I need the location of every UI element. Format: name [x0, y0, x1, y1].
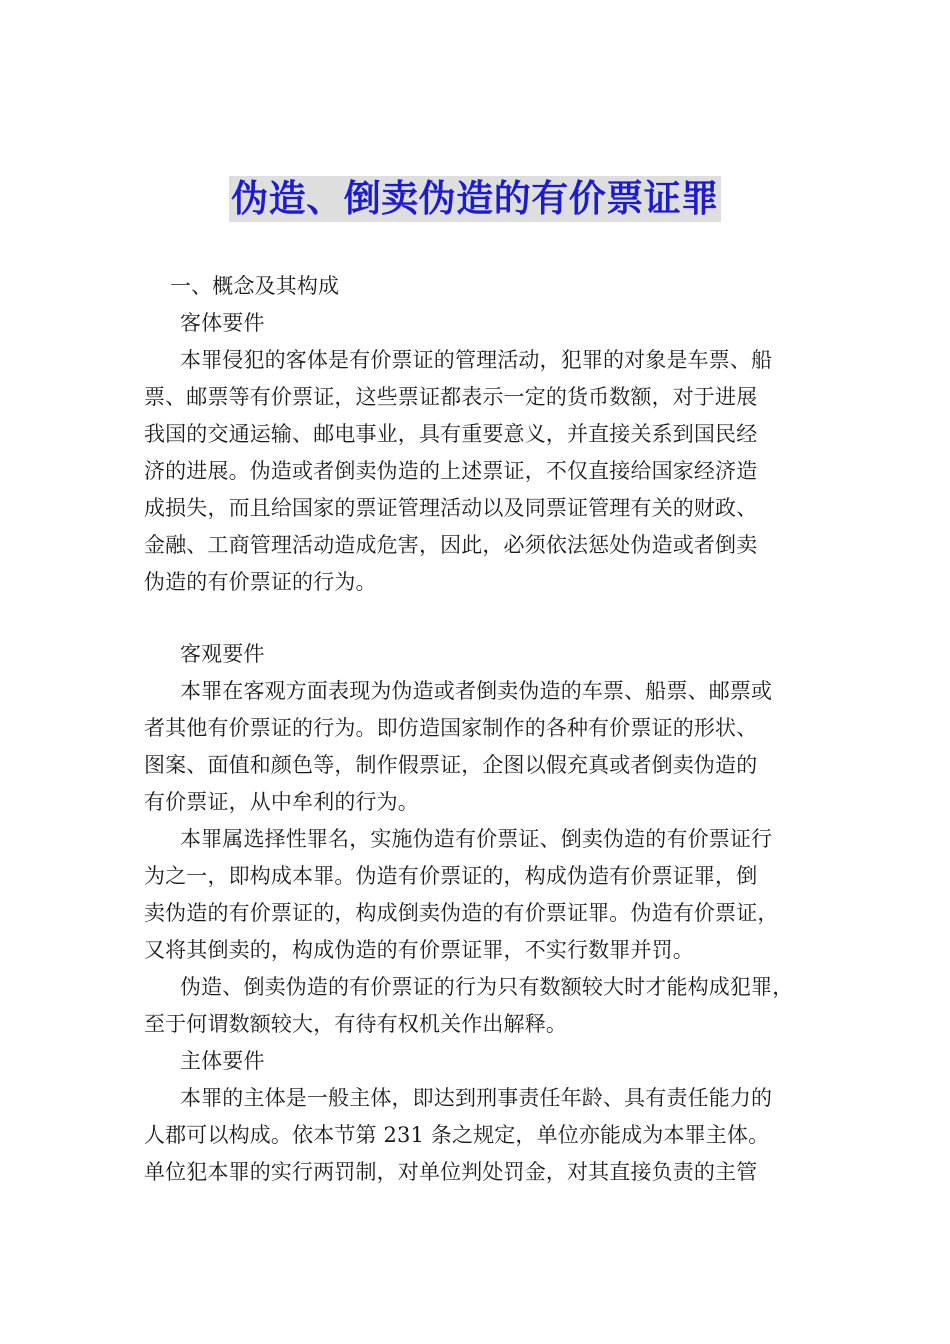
- paragraph-line: 又将其倒卖的，构成伪造的有价票证罪，不实行数罪并罚。: [144, 938, 694, 962]
- paragraph-line: 我国的交通运输、邮电事业，具有重要意义，并直接关系到国民经: [144, 422, 758, 446]
- paragraph-objective-2: [144, 821, 812, 969]
- paragraph-line: 本罪的主体是一般主体，即达到刑事责任年龄、具有责任能力的: [180, 1086, 773, 1110]
- title-container: [0, 176, 950, 222]
- paragraph-line: 至于何谓数额较大，有待有权机关作出解释。: [144, 1012, 567, 1036]
- paragraph-line: 票、邮票等有价票证，这些票证都表示一定的货币数额，对于进展: [144, 385, 758, 409]
- paragraph-line: 为之一，即构成本罪。伪造有价票证的，构成伪造有价票证罪，倒: [144, 864, 758, 888]
- paragraph-subject: [144, 1080, 812, 1191]
- paragraph-objective-1: [144, 673, 812, 821]
- subheading-subject: 主体要件: [180, 1049, 265, 1073]
- paragraph-line: 本罪属选择性罪名，实施伪造有价票证、倒卖伪造的有价票证行: [180, 827, 773, 851]
- paragraph-line: 本罪在客观方面表现为伪造或者倒卖伪造的车票、船票、邮票或: [180, 679, 773, 703]
- subheading-object: 客体要件: [180, 311, 265, 335]
- paragraph-line: 伪造、倒卖伪造的有价票证的行为只有数额较大时才能构成犯罪，: [180, 975, 794, 999]
- paragraph-line: 伪造的有价票证的行为。: [144, 570, 377, 594]
- paragraph-line: 图案、面值和颜色等，制作假票证，企图以假充真或者倒卖伪造的: [144, 753, 758, 777]
- document-title: 伪造、倒卖伪造的有价票证罪: [231, 177, 719, 220]
- paragraph-line: 卖伪造的有价票证的，构成倒卖伪造的有价票证罪。伪造有价票证，: [144, 901, 779, 925]
- paragraph-line: 成损失，而且给国家的票证管理活动以及同票证管理有关的财政、: [144, 496, 758, 520]
- paragraph-line: 金融、工商管理活动造成危害，因此，必须依法惩处伪造或者倒卖: [144, 533, 758, 557]
- section-heading: 一、概念及其构成: [170, 274, 340, 298]
- paragraph-line: 济的进展。伪造或者倒卖伪造的上述票证，不仅直接给国家经济造: [144, 459, 758, 483]
- paragraph-line: 人郡可以构成。依本节第 231 条之规定，单位亦能成为本罪主体。: [144, 1123, 770, 1147]
- paragraph-objective-3: [144, 969, 812, 1043]
- paragraph-line: 有价票证，从中牟利的行为。: [144, 790, 419, 814]
- document-body: [144, 268, 812, 1191]
- paragraph-line: 单位犯本罪的实行两罚制，对单位判处罚金，对其直接负责的主管: [144, 1160, 758, 1184]
- paragraph-line: 本罪侵犯的客体是有价票证的管理活动，犯罪的对象是车票、船: [180, 348, 773, 372]
- blank-line: [144, 601, 812, 636]
- paragraph-object: [144, 342, 812, 601]
- paragraph-line: 者其他有价票证的行为。即仿造国家制作的各种有价票证的形状、: [144, 716, 758, 740]
- subheading-objective: 客观要件: [180, 642, 265, 666]
